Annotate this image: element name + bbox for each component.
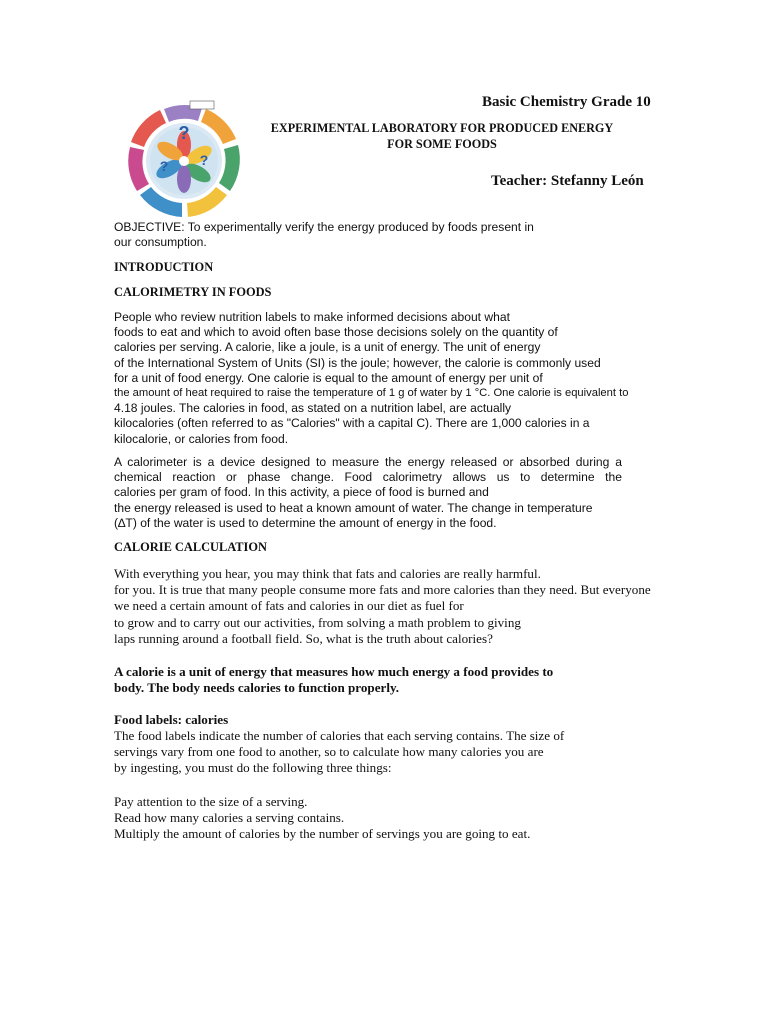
steps-list: [114, 794, 530, 843]
paragraph-fats-calories: [114, 566, 651, 647]
text-line: A calorie is a unit of energy that measures how much energy a food provides to: [114, 664, 554, 679]
list-item: Pay attention to the size of a serving.: [114, 794, 308, 809]
lab-title-line-1: EXPERIMENTAL LABORATORY FOR PRODUCED ENERGY: [270, 121, 614, 135]
text-line: A calorimeter is a device designed to measure the energy released or absorbed during a: [114, 455, 622, 469]
text-line: 4.18 joules. The calories in food, as stated on a nutrition label, are actually: [114, 401, 512, 416]
text-line: kilocalories (often referred to as "Calories" with a capital C). There are 1,000 calories in a: [114, 416, 590, 431]
objective-line: our consumption.: [114, 235, 207, 250]
text-line: (∆T) of the water is used to determine the amount of energy in the food.: [114, 515, 497, 530]
text-line: we need a certain amount of fats and calories in our diet as fuel for: [114, 598, 464, 614]
text-line: to grow and to carry out our activities, from solving a math problem to giving: [114, 614, 521, 630]
text-line: by ingesting, you must do the following three things:: [114, 760, 392, 776]
list-item: Multiply the amount of calories by the number of servings you are going to eat.: [114, 826, 531, 842]
paragraph-calorimeter: [114, 455, 622, 531]
calorie-calculation-heading: CALORIE CALCULATION: [114, 540, 267, 554]
lab-title-line-2: FOR SOME FOODS: [387, 137, 497, 151]
text-line: kilocalorie, or calories from food.: [114, 431, 289, 446]
text-line: calories per gram of food. In this activity, a piece of food is burned and: [114, 485, 489, 500]
text-line: of the International System of Units (SI) is the joule; however, the calorie is commonly used: [114, 355, 601, 370]
list-item: Read how many calories a serving contains.: [114, 810, 345, 826]
text-line: servings vary from one food to another, so to calculate how many calories you are: [114, 744, 544, 760]
calorimetry-heading: CALORIMETRY IN FOODS: [114, 285, 272, 299]
text-line: for a unit of food energy. One calorie is equal to the amount of energy per unit of: [114, 370, 543, 385]
text-line: laps running around a football field. So, what is the truth about calories?: [114, 630, 493, 646]
objective-line: OBJECTIVE: To experimentally verify the energy produced by foods present in: [114, 220, 534, 234]
text-line: foods to eat and which to avoid often base those decisions solely on the quantity of: [114, 325, 558, 340]
text-line: chemical reaction or phase change. Food calorimetry allows us to determine the: [114, 470, 622, 485]
course-title: Basic Chemistry Grade 10: [482, 94, 651, 110]
svg-text:?: ?: [178, 123, 190, 143]
text-line: for you. It is true that many people consume more fats and more calories than they need. But everyone: [114, 582, 651, 598]
svg-text:?: ?: [199, 152, 209, 168]
objective: [114, 220, 534, 250]
text-line: the amount of heat required to raise the temperature of 1 g of water by 1 °C. One calorie is equivalent to: [114, 387, 629, 400]
introduction-heading: INTRODUCTION: [114, 260, 214, 274]
text-line: calories per serving. A calorie, like a joule, is a unit of energy. The unit of energy: [114, 340, 541, 355]
logo-wheel-icon: [118, 100, 250, 222]
text-line: With everything you hear, you may think that fats and calories are really harmful.: [114, 566, 541, 581]
school-logo: [118, 100, 250, 222]
paragraph-calorimetry: [114, 310, 628, 447]
calorie-definition: [114, 664, 553, 696]
text-line: the energy released is used to heat a known amount of water. The change in temperature: [114, 500, 593, 515]
text-line: The food labels indicate the number of calories that each serving contains. The size of: [114, 728, 565, 743]
food-labels-heading: Food labels: calories: [114, 712, 229, 727]
paragraph-food-labels: [114, 728, 564, 777]
teacher-name: Teacher: Stefanny León: [491, 173, 644, 189]
svg-text:?: ?: [159, 158, 169, 174]
text-line: body. The body needs calories to function properly.: [114, 680, 400, 696]
text-line: People who review nutrition labels to make informed decisions about what: [114, 310, 510, 324]
